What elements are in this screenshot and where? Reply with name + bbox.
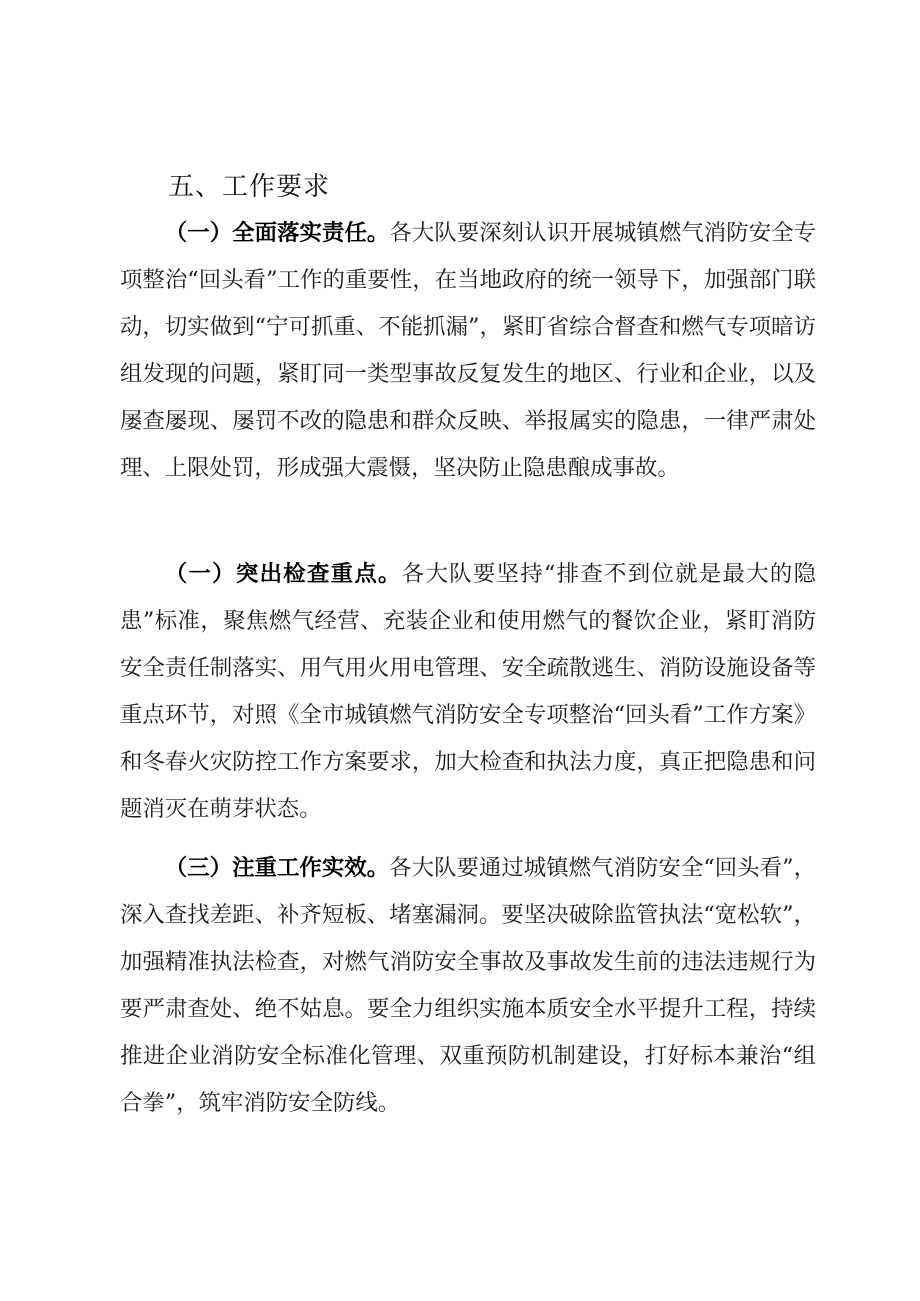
paragraph-responsibility	[120, 210, 816, 492]
paragraph-body: 各大队要深刻认识开展城镇燃气消防安全专项整治“回头看”工作的重要性，在当地政府的统一领导下，加强部门联动，切实做到“宁可抓重、不能抓漏”，紧盯省综合督查和燃气专项暗访组发现的问题，紧盯同一类型事故反复发生的地区、行业和企业，以及屡查屡现、屡罚不改的隐患和群众反映、举报属实的隐患，一律严肃处理、上限处罚，形成强大震慑，坚决防止隐患酿成事故。	[120, 220, 817, 481]
section-heading: 五、工作要求	[168, 172, 331, 202]
paragraph-effectiveness	[120, 845, 816, 1127]
paragraph-inspection-focus	[120, 551, 816, 833]
paragraph-lead: （三）注重工作实效。	[164, 855, 390, 881]
paragraph-lead: （一）全面落实责任。	[164, 220, 390, 246]
paragraph-body: 各大队要坚持“排查不到位就是最大的隐患”标准，聚焦燃气经营、充装企业和使用燃气的餐饮企业，紧盯消防安全责任制落实、用气用火用电管理、安全疏散逃生、消防设施设备等重点环节，对照《全市城镇燃气消防安全专项整治“回头看”工作方案》和冬春火灾防控工作方案要求，加大检查和执法力度，真正把隐患和问题消灭在萌芽状态。	[120, 561, 817, 822]
paragraph-lead: （一）突出检查重点。	[164, 561, 402, 587]
paragraph-body: 各大队要通过城镇燃气消防安全“回头看”，深入查找差距、补齐短板、堵塞漏洞。要坚决破除监管执法“宽松软”，加强精准执法检查，对燃气消防安全事故及事故发生前的违法违规行为要严肃查处、绝不姑息。要全力组织实施本质安全水平提升工程，持续推进企业消防安全标准化管理、双重预防机制建设，打好标本兼治“组合拳”，筑牢消防安全防线。	[120, 855, 816, 1116]
